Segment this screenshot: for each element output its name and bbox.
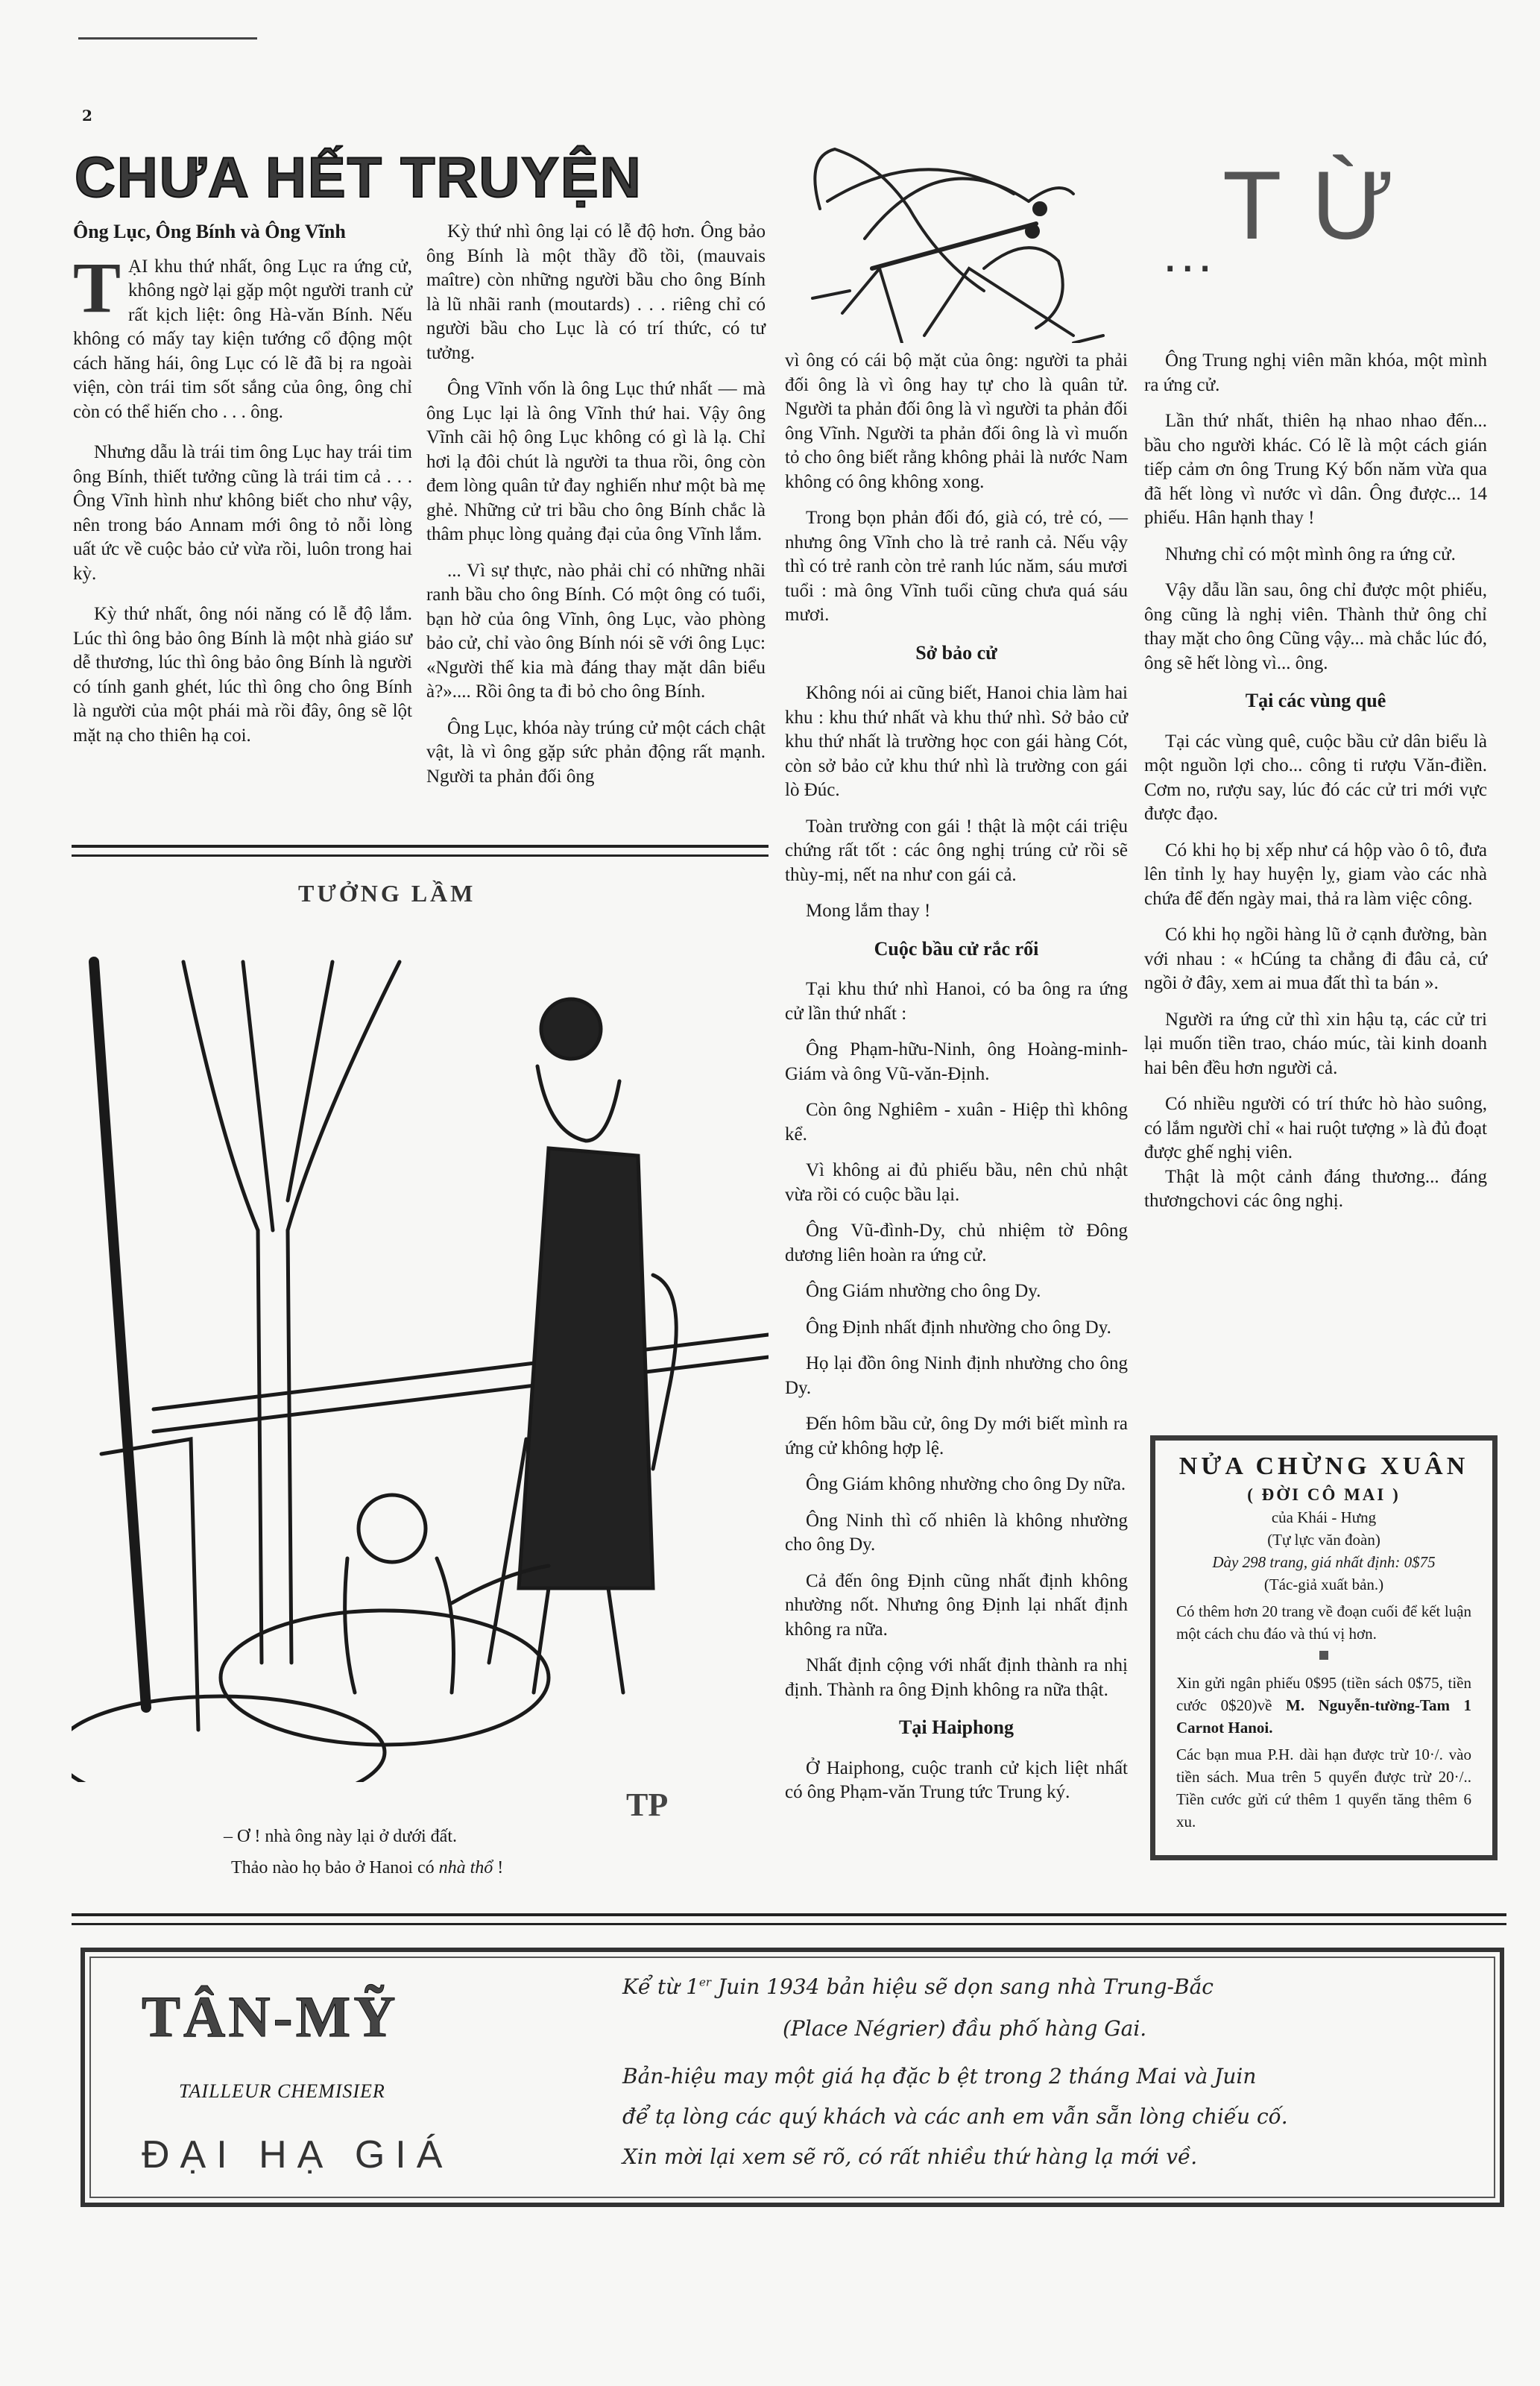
cartoon-man-robe <box>519 1148 653 1588</box>
paragraph: Có nhiều người có trí thức hò hào suông, có lắm người chỉ « hai ruột tượng » là đủ đoạt được ghế nghị viên. <box>1144 1094 1487 1162</box>
mantis-leg <box>924 268 1073 336</box>
cartoon-wall <box>154 1357 769 1432</box>
paragraph: Ông Trung nghị viên mãn khóa, một mình ra ứng cử. <box>1144 350 1487 395</box>
book-author: của Khái - Hưng <box>1271 1508 1377 1526</box>
cartoon-tree-branch <box>183 962 400 1230</box>
column-2 <box>426 220 766 801</box>
paragraph: Họ lại đồn ông Ninh định nhường cho ông Dy. <box>785 1353 1128 1398</box>
paragraph: Nhất định cộng với nhất định thành ra nhị định. Thành ra ông Định không ra nữa thật. <box>785 1655 1128 1700</box>
tanmy-line-5: Xin mời lại xem sẽ rõ, có rất nhiều thứ hàng lạ mới về. <box>622 2144 1198 2169</box>
ad-superscript: er <box>699 1975 712 1989</box>
paragraph: Không nói ai cũng biết, Hanoi chia làm hai khu : khu thứ nhất và khu thứ nhì. Sở bảo cử khu thứ nhất là trường học con gái hàng Cót, còn sở bảo cử khu thứ nhì là trường con gái lò Đúc. <box>785 683 1128 800</box>
paragraph: Người ra ứng cử thì xin hậu tạ, các cử tri lại muốn tiền trao, cháo múc, tài kinh doanh hai bên đều hơn người cả. <box>1144 1009 1487 1078</box>
book-note: Có thêm hơn 20 trang về đoạn cuối để kết luận một cách chu đáo và thú vị hơn. <box>1176 1602 1471 1643</box>
column-1 <box>73 220 412 760</box>
paragraph: Ông Ninh thì cố nhiên là không nhường cho ông Dy. <box>785 1510 1128 1555</box>
cartoon-man-head <box>541 999 601 1059</box>
subheading: Sở bảo cử <box>915 641 997 664</box>
cartoon-tree-trunk <box>258 1230 291 1663</box>
paragraph: Thật là một cảnh đáng thương... đáng thươngchovi các ông nghị. <box>1144 1166 1487 1211</box>
paragraph: Nhưng chỉ có một mình ông ra ứng cử. <box>1165 544 1456 564</box>
cartoon-title: TƯỞNG LẦM <box>298 880 476 907</box>
headline-tail: TỪ <box>1222 151 1424 259</box>
ad-text: Juin 1934 bản hiệu sẽ dọn sang nhà Trung-Bắc <box>711 1974 1214 1999</box>
paragraph: Mong lắm thay ! <box>806 901 931 921</box>
paragraph: Ở Haiphong, cuộc tranh cử kịch liệt nhất có ông Phạm-văn Trung tức Trung ký. <box>785 1757 1128 1802</box>
mantis-wing-arc <box>865 179 1029 239</box>
paragraph: Ông Phạm-hữu-Ninh, ông Hoàng-minh-Giám và ông Vũ-văn-Định. <box>785 1039 1128 1084</box>
book-subtitle: ( ĐỜI CÔ MAI ) <box>1247 1485 1401 1504</box>
square-ornament <box>1319 1651 1328 1660</box>
column-3 <box>785 349 1128 1817</box>
paragraph: Toàn trường con gái ! thật là một cái triệu chứng rất tốt : các ông nghị trúng cử rồi sẽ thùy-mị, nết na như con gái cả. <box>785 816 1128 885</box>
cartoon-pole <box>94 962 146 1707</box>
tanmy-line-3: Bản-hiệu may một giá hạ đặc b ệt trong 2 tháng Mai và Juin <box>622 2064 1257 2088</box>
subheading: Cuộc bầu cử rắc rối <box>874 937 1039 960</box>
mantis-ground <box>812 291 850 298</box>
caption-italic: nhà thổ <box>438 1858 493 1877</box>
cartoon-caption-2 <box>231 1858 678 1878</box>
paragraph: Cả đến ông Định cũng nhất định không nhường nốt. Nhưng ông Định lại nhất định không ra nữa. <box>785 1570 1128 1640</box>
mantis-wing <box>815 149 984 291</box>
paragraph: Trong bọn phản đối đó, già có, trẻ có, — nhưng ông Vĩnh cho là trẻ ranh cả. Nếu vậy thì có trẻ ranh còn trẻ ranh lúc năm, sáu mươi tuổi : mà ông Vĩnh tuổi cũng chưa quá sáu mươi. <box>785 508 1128 625</box>
paragraph-text: ẠI khu thứ nhất, ông Lục ra ứng cử, không ngờ lại gặp một người tranh cử rất kịch liệt: ông Hà-văn Bính. Nếu không có mấy tay kiện tướng cổ động một cách hăng hái, ông Lục có lẽ đã bị ra ngoài viện, còn trái tim sốt sắng của ông, ông chỉ còn có thể hiến cho . . . ông. <box>73 256 412 422</box>
paragraph <box>73 247 412 425</box>
cartoon-illustration <box>72 917 769 1782</box>
caption-text: ! <box>493 1858 504 1877</box>
mantis-eye <box>1034 203 1046 215</box>
book-advertisement <box>1150 1435 1498 1860</box>
caption-text: Thảo nào họ bảo ở Hanoi có <box>231 1858 439 1877</box>
section-divider <box>72 1913 1506 1925</box>
mantis-leg <box>842 268 902 343</box>
book-order <box>1176 1672 1471 1739</box>
drop-cap: T <box>73 247 122 327</box>
book-discount: Các bạn mua P.H. dài hạn được trừ 10·/. vào tiền sách. Mua trên 5 quyển được trừ 20·/.. Tiền cước gửi cứ thêm 1 quyển tăng thêm 6 xu. <box>1176 1746 1471 1831</box>
headline-title: CHƯA HẾT TRUYỆN <box>75 146 643 210</box>
paragraph: Vậy dẫu lần sau, ông chỉ được một phiếu, ông cũng là nghị viên. Thành thử ông chỉ thay mặt cho ông Cũng vậy... mà chắc lúc đó, ông sẽ hết lòng vì... ông. <box>1144 580 1487 673</box>
paragraph: Có khi họ bị xếp như cá hộp vào ô tô, đưa lên tỉnh lỵ hay huyện lỵ, giam vào các nhà chứa để đến ngày mai, thả ra làm việc công. <box>1144 840 1487 909</box>
page-number: 2 <box>82 107 92 125</box>
paragraph: Ông Vĩnh vốn là ông Lục thứ nhất — mà ông Lục lại là ông Vĩnh thứ hai. Vậy ông Vĩnh cãi hộ ông Lục không có gì là lạ. Chỉ hơi lạ đôi chút là người ta thua rồi, ông còn đem lòng quân tử đay nghiến như một bà mẹ ghẻ. Những cử tri bầu cho ông Bính chắc là thâm phục lòng quảng đại của ông Vĩnh lắm. <box>426 379 766 544</box>
column-4 <box>1144 349 1487 1226</box>
book-publisher: (Tác-giả xuất bản.) <box>1263 1576 1384 1593</box>
byline: Ông Lục, Ông Bính và Ông Vĩnh <box>73 221 346 242</box>
cartoon-manhole-head <box>359 1495 426 1562</box>
paragraph: ... Vì sự thực, nào phải chỉ có những nhãi ranh bầu cho ông Bính. Có một ông có tuổi, bạn hờ của ông Vĩnh, ông Lục, vào phòng bảo cử, chỉ vào ông Bính nói sẽ với ông Lục: «Người thế kia mà đáng thay mặt dân biểu à?».... Rồi ông ta đi bỏ cho ông Bính. <box>426 560 766 702</box>
paragraph: Ông Giám nhường cho ông Dy. <box>806 1281 1041 1301</box>
tanmy-line-2: (Place Négrier) đầu phố hàng Gai. <box>783 2016 1147 2041</box>
book-title: NỬA CHỪNG XUÂN <box>1178 1452 1469 1480</box>
paragraph: Còn ông Nghiêm - xuân - Hiệp thì không kể. <box>785 1100 1128 1145</box>
paragraph: Tại các vùng quê, cuộc bầu cử dân biểu là một nguồn lợi cho... công ti rượu Văn-điền. Cơm no, rượu say, lúc đó các cử tri mới vực được đạo. <box>1144 731 1487 824</box>
paragraph: Kỳ thứ nhì ông lại có lễ độ hơn. Ông bảo ông Bính là một thầy đồ tồi, (mauvais maître) còn những người bầu cho ông Bính là lũ nhãi ranh (moutards) . . . riêng chỉ có người bầu cho Lục là có trí thức, có tư tưởng. <box>426 221 766 363</box>
mantis-body <box>872 224 1036 268</box>
subheading: Tại các vùng quê <box>1245 690 1386 711</box>
cartoon-man-face <box>537 1066 619 1141</box>
paragraph: Kỳ thứ nhất, ông nói năng có lễ độ lắm. Lúc thì ông bảo ông Bính là một nhà giáo sư dễ thương, lúc thì ông bảo ông Bính là người có tính ganh ghét, lúc thì ông cho ông Bính là người của một phái mà rồi đây, ông sẽ lột mặt nạ cho thiên hạ coi. <box>73 604 412 746</box>
cartoon-manhole-lid <box>72 1696 385 1782</box>
mantis-eye <box>1026 225 1038 237</box>
book-group: (Tự lực văn đoàn) <box>1267 1531 1380 1549</box>
tanmy-brand: TÂN-MỸ <box>142 1984 399 2049</box>
ad-text: Kể từ 1 <box>622 1974 700 1999</box>
cartoon-caption-1: – Ơ ! nhà ông này lại ở dưới đất. <box>224 1827 457 1846</box>
paragraph: Tại khu thứ nhì Hanoi, có ba ông ra ứng cử lần thứ nhất : <box>785 979 1128 1024</box>
paragraph: Đến hôm bầu cử, ông Dy mới biết mình ra ứng cử không hợp lệ. <box>785 1414 1128 1458</box>
cartoon-signature: TP <box>626 1787 669 1823</box>
tanmy-line-1 <box>622 1974 1214 1999</box>
tanmy-tagline: TAILLEUR CHEMISIER <box>179 2080 385 2102</box>
book-price: Dày 298 trang, giá nhất định: 0$75 <box>1212 1553 1436 1571</box>
order-text: Xin gửi ngân phiếu 0$95 (tiền sách 0$75, tiền cước 0$20)về <box>1176 1674 1471 1714</box>
mantis-illustration <box>790 119 1178 343</box>
paragraph: Vì không ai đủ phiếu bầu, nên chủ nhật vừa rồi có cuộc bầu lại. <box>785 1160 1128 1205</box>
paragraph: Ông Định nhất định nhường cho ông Dy. <box>806 1317 1111 1338</box>
paragraph: Ông Vũ-đình-Dy, chủ nhiệm tờ Đông dương liên hoàn ra ứng cử. <box>785 1221 1128 1265</box>
cartoon-manhole <box>221 1611 549 1745</box>
paragraph: vì ông có cái bộ mặt của ông: người ta phải đối ông là vì ông hay tự cho là quân tử. Người ta phản đối ông là vì người ta phản đối ông Vĩnh. Người ta phản đối ông là vì muốn tỏ cho ông biết rằng không phải là nước Nam không có ông không xong. <box>785 350 1128 492</box>
top-rule <box>78 37 257 40</box>
mantis-foreleg <box>984 248 1063 328</box>
headline-dots: ... <box>1163 224 1216 283</box>
subheading: Tại Haiphong <box>899 1716 1014 1738</box>
order-address: M. Nguyễn-tường-Tam 1 Carnot Hanoi. <box>1176 1696 1471 1737</box>
paragraph: Nhưng dẫu là trái tim ông Lục hay trái tim ông Bính, thiết tưởng cũng là trái tim cả . . . Ông Vĩnh hình như không biết cho như vậy, nên trong báo Annam mới ông tỏ nỗi lòng uất ức về cuộc bảo cử vừa rồi, luôn trong hai kỳ. <box>73 442 412 584</box>
paragraph: Ông Lục, khóa này trúng cử một cách chật vật, là vì ông gặp sức phản động rất mạnh. Người ta phản đối ông <box>426 717 766 787</box>
tanmy-line-4: để tạ lòng các quý khách và các anh em vẫn sẵn lòng chiếu cố. <box>622 2104 1288 2129</box>
mantis-ground <box>1073 336 1103 343</box>
tanmy-sale: ĐẠI HẠ GIÁ <box>142 2133 453 2176</box>
mantis-wing-back <box>827 169 1014 201</box>
paragraph: Lần thứ nhất, thiên hạ nhao nhao đến... bầu cho người khác. Có lẽ là một cách gián tiếp cảm ơn ông Trung Ký bốn năm vừa qua đã hết lòng vì nước vì dân. Ông được... 14 phiếu. Hân hạnh thay ! <box>1144 411 1487 528</box>
mantis-antenna <box>1029 188 1073 201</box>
paragraph: Ông Giám không nhường cho ông Dy nữa. <box>806 1474 1126 1494</box>
section-divider <box>72 845 769 857</box>
paragraph: Có khi họ ngồi hàng lũ ở cạnh đường, bàn với nhau : « hCúng ta chẳng đi đâu cả, cứ ngồi ở đây, xem ai mua đất thì ta bán ». <box>1144 925 1487 993</box>
